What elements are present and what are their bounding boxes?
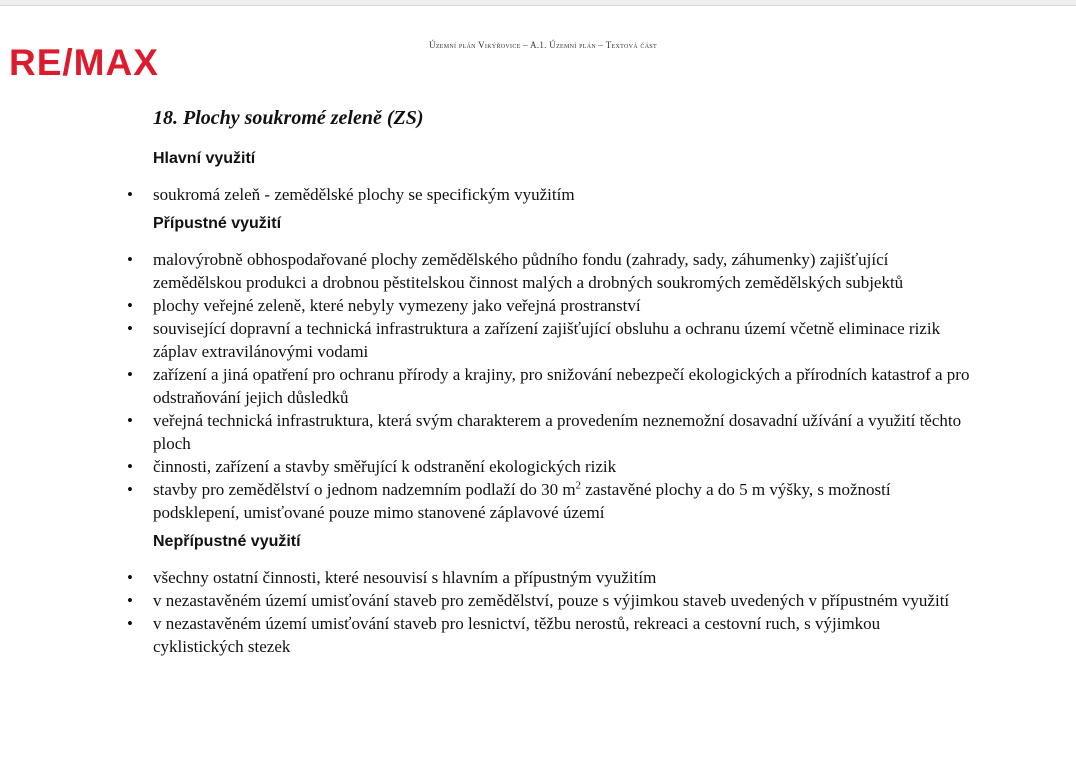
list-item: • plochy veřejné zeleně, které nebyly vymezeny jako veřejná prostranství [153,294,973,317]
remax-logo: RE/MAX [9,42,159,83]
section-title: 18. Plochy soukromé zeleně (ZS) [153,107,424,129]
list-item: • zařízení a jiná opatření pro ochranu přírody a krajiny, pro snižování nebezpečí ekologických a přírodních katastrof a pro odstraňování jejich důsledků [153,363,973,409]
main-use-list [153,183,973,206]
list-item: • v nezastavěném území umisťování staveb pro zemědělství, pouze s výjimkou staveb uvedených v přípustném využití [153,589,973,612]
list-item: • činnosti, zařízení a stavby směřující k odstranění ekologických rizik [153,455,973,478]
list-item: • malovýrobně obhospodařované plochy zemědělského půdního fondu (zahrady, sady, záhumenky) zajišťující zemědělskou produkci a drobnou pěstitelskou činnost malých a drobných soukromých zemědělských subjektů [153,248,973,294]
list-item-text-start: stavby pro zemědělství o jednom nadzemním podlaží do 30 m [153,480,576,499]
list-item: • veřejná technická infrastruktura, která svým charakterem a provedením neznemožní dosavadní užívání a využití těchto ploch [153,409,973,455]
list-item [153,478,973,524]
list-item: • v nezastavěném území umisťování staveb pro lesnictví, těžbu nerostů, rekreaci a cestovní ruch, s výjimkou cyklistických stezek [153,612,973,658]
prohibited-use-list [153,566,973,658]
list-item: • všechny ostatní činnosti, které nesouvisí s hlavním a přípustným využitím [153,566,973,589]
superscript-two: 2 [575,479,582,492]
prohibited-use-heading: Nepřípustné využití [153,533,301,550]
running-header [0,40,1076,50]
list-item: • související dopravní a technická infrastruktura a zařízení zajišťující obsluhu a ochranu území včetně eliminace rizik záplav extravilánovými vodami [153,317,973,363]
list-item-text-end: zastavěné plochy a do 5 m výšky, s možností podsklepení, umisťované pouze mimo stanovené záplavové území [153,480,891,522]
list-item: • soukromá zeleň - zemědělské plochy se specifickým využitím [153,183,973,206]
document-body [153,105,973,658]
top-border-strip [0,0,1076,6]
permitted-use-list [153,248,973,524]
main-use-heading: Hlavní využití [153,150,256,167]
permitted-use-heading: Přípustné využití [153,215,282,232]
running-header-text: Územní plán Vikýřovice – A.1. Územní plán – Textová část [429,40,657,50]
